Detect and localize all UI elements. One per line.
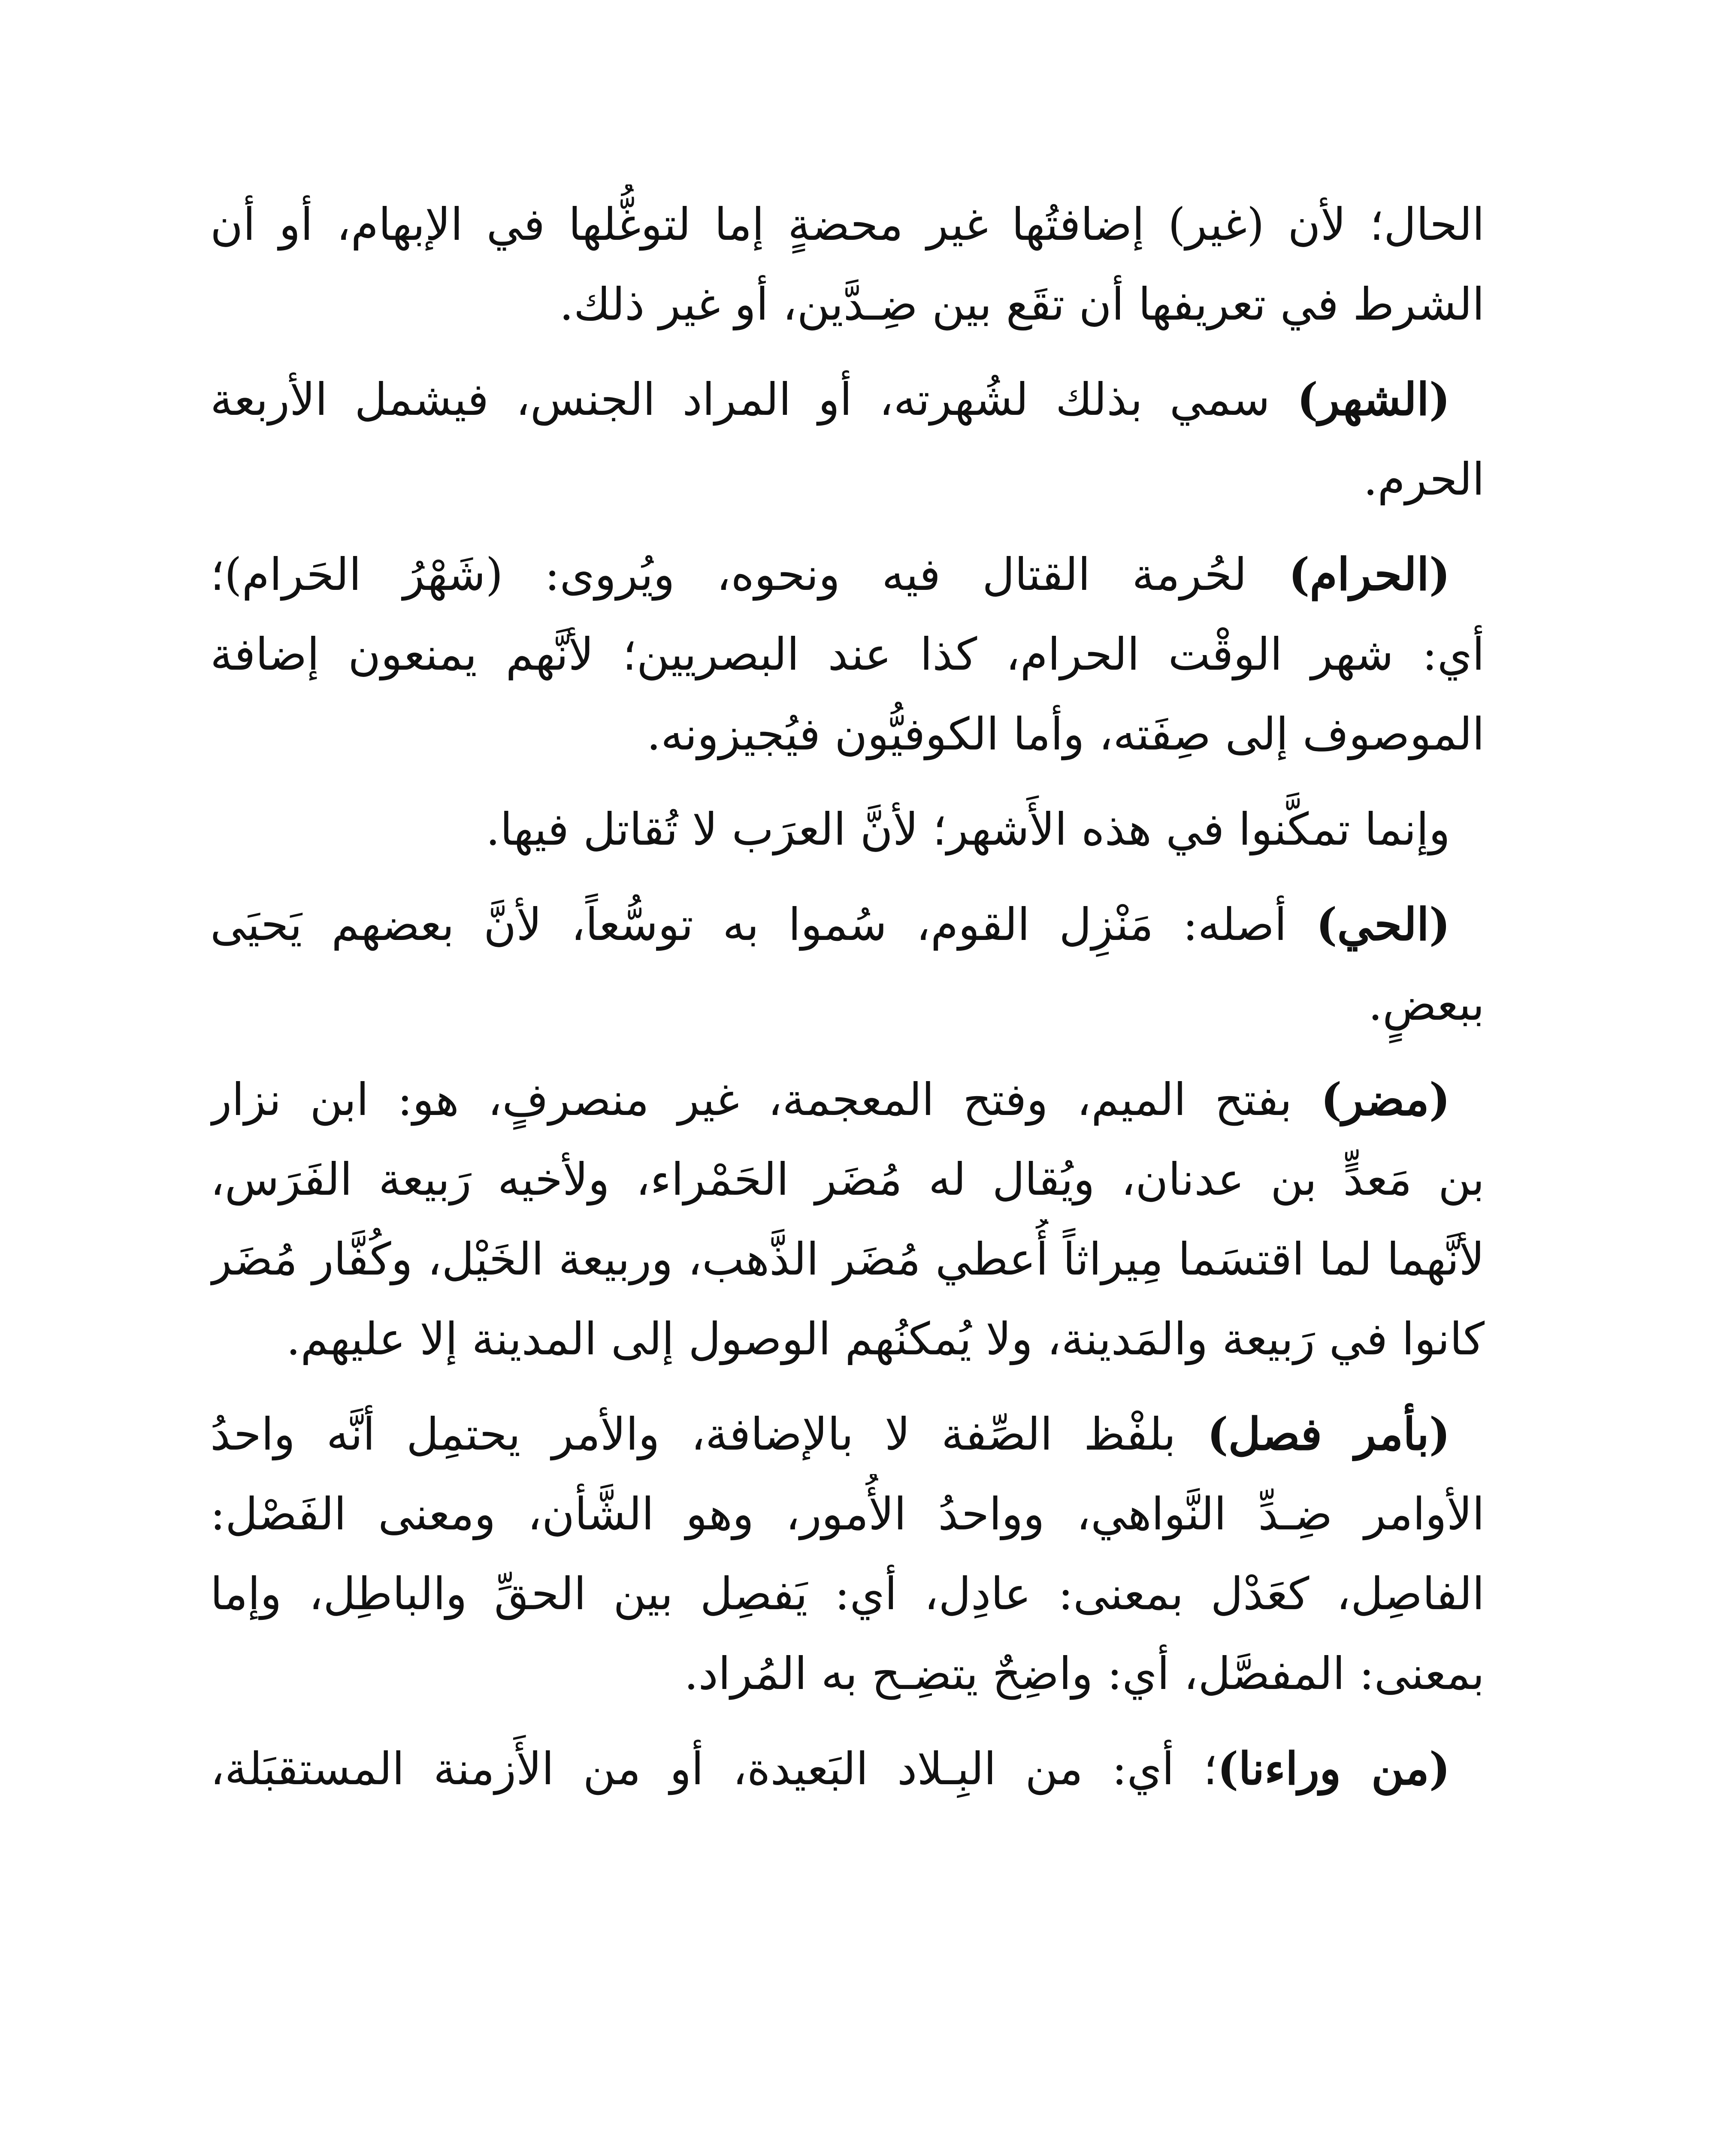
text-line — [210, 694, 1485, 774]
text-line — [210, 1060, 1485, 1139]
line-text: الحال؛ لأن (غير) إضافتُها غير محضةٍ إما لتوغُّلها في الإبهام، أو أن — [210, 198, 1485, 251]
line-text: بفتح الميم، وفتح المعجمة، غير منصرفٍ، هو: ابن نزار — [210, 1073, 1321, 1126]
paragraph-gap — [210, 869, 1485, 885]
text-line — [210, 1394, 1485, 1474]
paragraph-gap — [210, 1044, 1485, 1060]
line-text: بلفْظ الصِّفة لا بالإضافة، والأمر يحتمِل أنَّه واحدُ — [210, 1408, 1207, 1460]
line-text: الأوامر ضِـدِّ النَّواهي، وواحدُ الأُمور، وهو الشَّأن، ومعنى الفَصْل: — [210, 1488, 1485, 1540]
text-line — [210, 360, 1485, 439]
text-line — [210, 184, 1485, 264]
text-line — [210, 1729, 1485, 1809]
line-text: ببعضٍ. — [1368, 978, 1485, 1030]
line-text: الحرم. — [1363, 453, 1485, 505]
page-body-text — [210, 184, 1485, 1809]
text-line — [210, 1634, 1485, 1713]
text-line — [210, 535, 1485, 614]
line-text: بمعنى: المفصَّل، أي: واضِحٌ يتضِـح به المُراد. — [684, 1647, 1485, 1700]
headword: (الشهر) — [1297, 373, 1450, 426]
line-text: ؛ أي: من البِـلاد البَعيدة، أو من الأَزمنة المستقبَلة، — [210, 1743, 1218, 1795]
text-line — [210, 1139, 1485, 1219]
line-text: كانوا في رَبيعة والمَدينة، ولا يُمكنُهم الوصول إلى المدينة إلا عليهم. — [286, 1313, 1485, 1365]
headword: (الحرام) — [1288, 548, 1450, 601]
text-line — [210, 1299, 1485, 1379]
paragraph-gap — [210, 519, 1485, 535]
line-text: الموصوف إلى صِفَته، وأما الكوفيُّون فيُجيزونه. — [647, 708, 1485, 760]
text-line — [210, 264, 1485, 344]
text-line — [210, 1474, 1485, 1554]
paragraph-gap — [210, 1379, 1485, 1394]
headword: (مضر) — [1321, 1073, 1450, 1126]
paragraph-gap — [210, 1713, 1485, 1729]
text-line — [210, 789, 1485, 869]
line-text: وإنما تمكَّنوا في هذه الأَشهر؛ لأنَّ العرَب لا تُقاتل فيها. — [486, 803, 1450, 855]
line-text: لحُرمة القتال فيه ونحوه، ويُروى: (شَهْرُ الحَرام)؛ — [210, 548, 1289, 601]
headword: (بأمر فصل) — [1207, 1408, 1450, 1460]
line-text: بن مَعدٍّ بن عدنان، ويُقال له مُضَر الحَمْراء، ولأخيه رَبيعة الفَرَس، — [210, 1153, 1485, 1205]
line-text: لأنَّهما لما اقتسَما مِيراثاً أُعطي مُضَر الذَّهب، وربيعة الخَيْل، وكُفَّار مُضَر — [210, 1233, 1485, 1285]
line-text: الشرط في تعريفها أن تقَع بين ضِـدَّين، أو غير ذلك. — [559, 278, 1485, 330]
headword: (الحي) — [1316, 898, 1450, 951]
text-line — [210, 1554, 1485, 1634]
line-text: سمي بذلك لشُهرته، أو المراد الجنس، فيشمل الأربعة — [210, 373, 1297, 426]
text-line — [210, 885, 1485, 964]
paragraph-gap — [210, 344, 1485, 360]
line-text: أصله: مَنْزِل القوم، سُموا به توسُّعاً، لأنَّ بعضهم يَحيَى — [210, 898, 1316, 951]
text-line — [210, 614, 1485, 694]
text-line — [210, 439, 1485, 519]
text-line — [210, 964, 1485, 1044]
line-text: أي: شهر الوقْت الحرام، كذا عند البصريين؛ لأنَّهم يمنعون إضافة — [210, 628, 1485, 680]
text-line — [210, 1219, 1485, 1299]
line-text: الفاصِل، كعَدْل بمعنى: عادِل، أي: يَفصِل بين الحقِّ والباطِل، وإما — [210, 1568, 1485, 1620]
paragraph-gap — [210, 774, 1485, 789]
headword: (من وراءنا) — [1217, 1742, 1450, 1795]
